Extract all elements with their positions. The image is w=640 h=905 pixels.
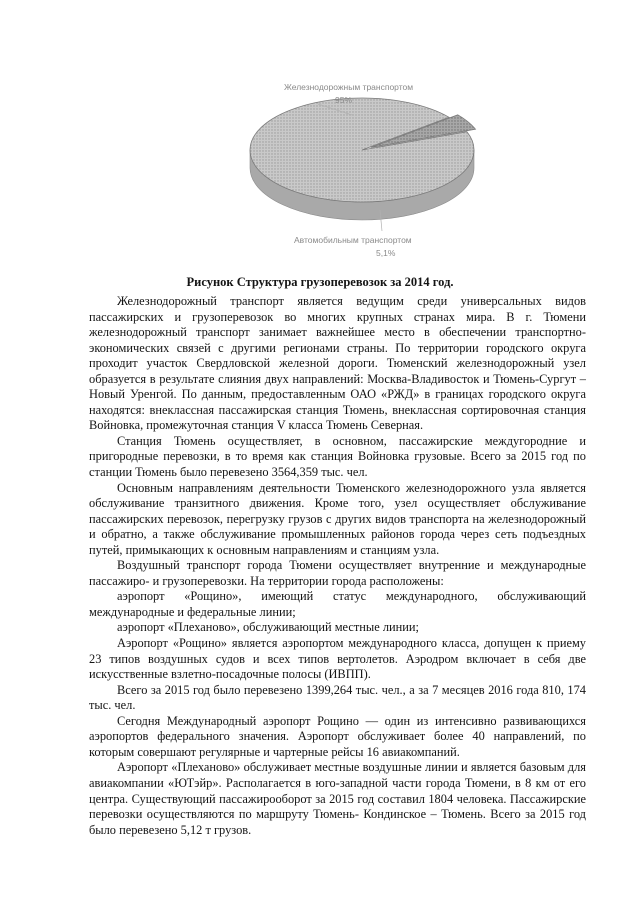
paragraph: Всего за 2015 год было перевезено 1399,264 тыс. чел., а за 7 месяцев 2016 года 810, 174 тыс. чел. xyxy=(89,682,586,713)
slice-pct-rail: 95% xyxy=(335,95,353,105)
paragraph: Аэропорт «Рощино» является аэропортом международного класса, допущен к приему 23 типов воздушных судов и всех типов вертолетов. Аэродром включает в себя две искусственные взлетно-посадочные полосы (ИВПП). xyxy=(89,636,586,682)
slice-label-auto: Автомобильным транспортом xyxy=(294,235,412,245)
pie-slice-rail xyxy=(250,98,474,202)
pie-chart xyxy=(232,60,492,280)
paragraph: Аэропорт «Плеханово» обслуживает местные воздушные линии и является базовым для авиакомпании «ЮТэйр». Располагается в юго-западной части города Тюмени, в 8 км от его центра. Существующий пассажирооборот за 2015 год составил 1804 человека. Пассажирские перевозки осуществляются по маршруту Тюмень- Кондинское – Тюмень. Всего за 2015 год было перевезено 5,12 т грузов. xyxy=(89,760,586,837)
paragraph: аэропорт «Рощино», имеющий статус международного, обслуживающий международные и федеральные линии; xyxy=(89,589,586,619)
document-body xyxy=(89,294,586,838)
paragraph: Основным направлениям деятельности Тюменского железнодорожного узла является обслуживание транзитного движения. Кроме того, узел осуществляет обслуживание пассажирских перевозок, перегрузку грузов с других видов транспорта на железнодорожный и обратно, а также обслуживание промышленных районов города через сеть подъездных путей, примыкающих к основным направлениям и станциям узла. xyxy=(89,480,586,557)
paragraph: Железнодорожный транспорт является ведущим среди универсальных видов пассажирских и грузоперевозок во многих крупных странах мира. В г. Тюмени железнодорожный транспорт занимает важнейшее место в обеспечении транспортно-экономических связей с другими регионами страны. По территории городского округа проходит участок Свердловской железной дороги. Тюменский железнодорожный узел образуется в результате слияния двух направлений: Москва-Владивосток и Тюмень-Сургут – Новый Уренгой. По данным, предоставленным ОАО «РЖД» в границах городского округа находятся: внеклассная пассажирская станция Тюмень, внеклассная сортировочная станция Войновка, промежуточная станция V класса Тюмень Северная. xyxy=(89,294,586,433)
paragraph: Станция Тюмень осуществляет, в основном, пассажирские междугородние и пригородные перевозки, в то время как станция Войновка грузовые. Всего за 2015 год по станции Тюмень было перевезено 3564,359 тыс. чел. xyxy=(89,433,586,480)
paragraph: Воздушный транспорт города Тюмени осуществляет внутренние и международные пассажиро- и грузоперевозки. На территории города расположены: xyxy=(89,558,586,588)
figure-caption: Рисунок Структура грузоперевозок за 2014 год. xyxy=(186,275,454,289)
slice-pct-auto: 5,1% xyxy=(376,248,396,258)
slice-label-rail: Железнодорожным транспортом xyxy=(284,82,414,92)
paragraph: аэропорт «Плеханово», обслуживающий местные линии; xyxy=(117,620,419,635)
paragraph: Сегодня Международный аэропорт Рощино — один из интенсивно развивающихся аэропортов федерального значения. Аэропорт обслуживает более 40 направлений, по которым совершают регулярные и чартерные рейсы 16 авиакомпаний. xyxy=(89,713,586,759)
pie-chart-svg xyxy=(232,60,492,280)
